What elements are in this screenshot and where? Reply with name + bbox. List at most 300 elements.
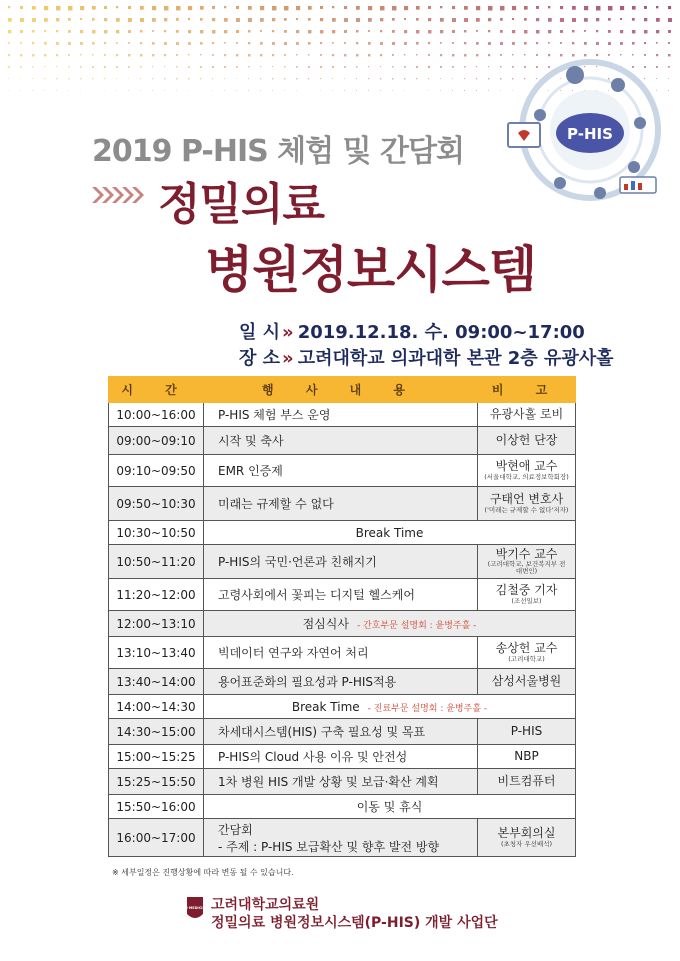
decor-dot: [488, 30, 490, 32]
decor-dot: [416, 18, 419, 21]
decor-dot: [440, 18, 444, 22]
decor-dot: [140, 66, 142, 68]
decor-dot: [104, 30, 107, 33]
decor-dot: [404, 6, 408, 10]
decor-dot: [140, 18, 144, 22]
decor-dot: [128, 66, 130, 68]
decor-dot: [284, 78, 285, 79]
decor-dot: [56, 90, 57, 91]
decor-dot: [140, 6, 144, 10]
decor-dot: [668, 6, 671, 9]
decor-dot: [464, 6, 468, 10]
decor-dot: [344, 54, 346, 56]
decor-dot: [296, 18, 298, 20]
decor-dot: [464, 66, 466, 68]
decor-dot: [188, 42, 191, 45]
row-program: [204, 695, 576, 719]
decor-dot: [200, 6, 204, 10]
decor-dot: [380, 42, 383, 45]
decor-dot: [536, 18, 539, 21]
row-time: 15:00~15:25: [109, 745, 204, 769]
decor-dot: [548, 30, 551, 33]
decor-dot: [176, 90, 177, 91]
decor-dot: [632, 42, 635, 45]
decor-dot: [140, 30, 142, 32]
note-main: 구태언 변호사: [489, 492, 564, 507]
row-note: [478, 819, 576, 857]
decor-dot: [56, 78, 57, 79]
decor-dot: [296, 30, 299, 33]
decor-dot: [116, 18, 120, 22]
decor-dot: [620, 6, 624, 10]
decor-dot: [560, 42, 562, 44]
decor-dot: [644, 18, 647, 21]
decor-dot: [488, 54, 490, 56]
decor-dot: [104, 66, 106, 68]
decor-dot: [296, 42, 299, 45]
table-row: [109, 669, 576, 695]
decor-dot: [440, 54, 442, 56]
decor-dot: [92, 66, 94, 68]
decor-dot: [368, 6, 372, 10]
decor-dot: [260, 42, 263, 45]
decor-dot: [128, 42, 130, 44]
decor-dot: [320, 6, 323, 9]
decor-dot: [164, 90, 165, 91]
row-time: 09:50~10:30: [109, 487, 204, 521]
decor-dot: [536, 6, 539, 9]
row-program: 미래는 규제할 수 없다: [204, 487, 478, 521]
decor-dot: [80, 78, 81, 79]
row-time: 15:50~16:00: [109, 795, 204, 819]
decor-dot: [380, 90, 381, 91]
decor-dot: [572, 42, 574, 44]
decor-dot: [140, 54, 142, 56]
decor-dot: [152, 78, 153, 79]
decor-dot: [44, 18, 48, 22]
decor-dot: [200, 30, 203, 33]
table-row: [109, 719, 576, 745]
decor-dot: [260, 18, 264, 22]
logo-text: KU MEDICINE: [182, 906, 208, 910]
decor-dot: [296, 6, 300, 10]
decor-dot: [668, 18, 672, 22]
decor-dot: [488, 90, 489, 91]
decor-dot: [224, 66, 226, 68]
decor-dot: [44, 90, 45, 91]
decor-dot: [356, 18, 360, 22]
decor-dot: [284, 30, 287, 33]
decor-dot: [620, 18, 622, 20]
decor-dot: [332, 18, 336, 22]
note-main: 이상헌 단장: [495, 433, 558, 448]
decor-dot: [152, 30, 154, 32]
decor-dot: [512, 6, 516, 10]
decor-dot: [260, 54, 262, 56]
table-row: [109, 795, 576, 819]
decor-dot: [368, 78, 369, 79]
decor-dot: [92, 42, 95, 45]
decor-dot: [488, 66, 489, 67]
decor-dot: [140, 90, 141, 91]
decor-dot: [200, 18, 203, 21]
decor-dot: [176, 42, 179, 45]
decor-dot: [236, 6, 239, 9]
decor-dot: [272, 78, 273, 79]
decor-dot: [68, 42, 71, 45]
row-program: [204, 611, 576, 637]
decor-dot: [548, 42, 550, 44]
row-time: 09:00~09:10: [109, 427, 204, 455]
decor-dot: [464, 54, 466, 56]
decor-dot: [212, 18, 215, 21]
decor-dot: [44, 78, 45, 79]
decor-dot: [392, 18, 395, 21]
decor-dot: [200, 66, 202, 68]
schedule-header-row: [109, 377, 576, 403]
decor-dot: [380, 18, 383, 21]
decor-dot: [248, 42, 250, 44]
decor-dot: [548, 18, 552, 22]
decor-dot: [32, 30, 34, 32]
decor-dot: [320, 90, 321, 91]
decor-dot: [116, 42, 118, 44]
decor-dot: [248, 6, 252, 10]
decor-dot: [56, 18, 59, 21]
decor-dot: [44, 42, 47, 45]
decor-dot: [560, 18, 564, 22]
note-main: 비트컴퓨터: [497, 774, 556, 789]
decor-dot: [500, 30, 503, 33]
decor-dot: [128, 30, 131, 33]
decor-dot: [332, 90, 333, 91]
decor-dot: [500, 18, 503, 21]
table-row: [109, 427, 576, 455]
decor-dot: [140, 42, 142, 44]
decor-dot: [272, 18, 275, 21]
row-program: EMR 인증제: [204, 455, 478, 487]
decor-dot: [560, 30, 563, 33]
row-program: 고령사회에서 꽃피는 디지털 헬스케어: [204, 579, 478, 611]
table-row: [109, 455, 576, 487]
table-row: [109, 487, 576, 521]
decor-dot: [320, 66, 322, 68]
decor-dot: [572, 30, 574, 32]
decor-dot: [656, 42, 658, 44]
decor-dot: [80, 42, 83, 45]
row-note: [478, 745, 576, 769]
decor-dot: [404, 30, 407, 33]
table-row: [109, 579, 576, 611]
decor-dot: [476, 78, 477, 79]
decor-dot: [332, 54, 334, 56]
header-program: 행 사 내 용: [204, 377, 478, 403]
decor-dot: [368, 42, 371, 45]
decor-dot: [152, 18, 156, 22]
decor-dot: [308, 66, 310, 68]
decor-dot: [164, 30, 166, 32]
decor-dot: [56, 66, 57, 67]
decor-dot: [212, 42, 214, 44]
decor-dot: [176, 54, 178, 56]
decor-dot: [176, 66, 177, 67]
decor-dot: [344, 66, 346, 68]
decor-dot: [224, 90, 225, 91]
table-row: [109, 819, 576, 857]
decor-dot: [536, 42, 538, 44]
decor-dot: [296, 90, 297, 91]
decor-dot: [584, 30, 586, 32]
note-main: 본부회의실: [497, 826, 556, 841]
decor-dot: [92, 30, 95, 33]
decor-dot: [248, 30, 250, 32]
decor-dot: [512, 18, 514, 20]
p-his-network-graphic: [500, 55, 670, 205]
decor-dot: [368, 66, 369, 67]
decor-dot: [68, 30, 71, 33]
decor-dot: [284, 66, 285, 67]
row-program: P-HIS의 Cloud 사용 이유 및 안전성: [204, 745, 478, 769]
decor-dot: [356, 42, 358, 44]
decor-dot: [320, 30, 323, 33]
decor-dot: [620, 42, 623, 45]
decor-dot: [260, 78, 261, 79]
decor-dot: [620, 30, 623, 33]
decor-dot: [476, 54, 478, 56]
decor-dot: [344, 30, 347, 33]
decor-dot: [248, 18, 252, 22]
decor-dot: [392, 90, 393, 91]
decor-dot: [368, 54, 370, 56]
row-note: [478, 455, 576, 487]
decor-dot: [344, 78, 345, 79]
row-time: 16:00~17:00: [109, 819, 204, 857]
decor-dot: [104, 6, 107, 9]
decor-dot: [104, 90, 105, 91]
decor-dot: [524, 18, 527, 21]
decor-dot: [164, 18, 167, 21]
row-program: 빅데이터 연구와 자연어 처리: [204, 637, 478, 669]
row-time: 15:25~15:50: [109, 769, 204, 795]
decor-dot: [404, 78, 405, 79]
event-date: [239, 318, 585, 344]
decor-dot: [356, 66, 358, 68]
decor-dot: [572, 6, 576, 10]
decor-dot: [476, 30, 478, 32]
row-note: [478, 769, 576, 795]
note-sub: ('미래는 규제할 수 없다'저자): [484, 505, 569, 514]
event-subtitle: 2019 P-HIS 체험 및 간담회: [92, 134, 464, 169]
decor-dot: [332, 66, 334, 68]
decor-dot: [440, 78, 441, 79]
row-note: [478, 719, 576, 745]
footnote: ※ 세부일정은 진행상황에 따라 변동 될 수 있습니다.: [112, 868, 294, 877]
decor-dot: [488, 6, 492, 10]
decor-dot: [200, 42, 203, 45]
decor-dot: [356, 54, 358, 56]
row-program: Break Time: [204, 521, 576, 545]
note-main: 김철중 기자: [495, 583, 558, 598]
decor-dot: [452, 54, 454, 56]
decor-dot: [236, 30, 239, 33]
decor-dot: [596, 42, 599, 45]
decor-dot: [356, 30, 358, 32]
decor-dot: [44, 66, 45, 67]
decor-dot: [488, 18, 491, 21]
decor-dot: [464, 42, 466, 44]
decor-dot: [284, 18, 287, 21]
place-label: 장 소: [239, 348, 281, 369]
decor-dot: [524, 6, 528, 10]
table-row: [109, 545, 576, 579]
row-note: [478, 637, 576, 669]
decor-dot: [428, 54, 430, 56]
decor-dot: [176, 18, 179, 21]
note-main: 박현애 교수: [495, 459, 558, 474]
decor-dot: [80, 66, 82, 68]
decor-dot: [380, 54, 382, 56]
decor-dot: [80, 30, 83, 33]
decor-dot: [440, 90, 441, 91]
program-extra: - 진료부문 설명회 : 윤병주홀 -: [367, 703, 488, 714]
decor-dot: [212, 54, 214, 56]
decor-dot: [416, 6, 420, 10]
note-main: 삼성서울병원: [491, 674, 562, 689]
decor-dot: [248, 66, 250, 68]
decor-dot: [20, 90, 21, 91]
decor-dot: [476, 42, 479, 45]
decor-dot: [128, 78, 129, 79]
decor-dot: [440, 6, 442, 8]
decor-dot: [116, 66, 118, 68]
note-sub: (초청자 우선배석): [500, 839, 553, 848]
decor-dot: [236, 18, 240, 22]
decor-dot: [476, 18, 480, 22]
decor-dot: [632, 30, 635, 33]
decor-dot: [452, 78, 453, 79]
decor-dot: [56, 30, 58, 32]
decor-dot: [128, 54, 130, 56]
note-sub: (조선일보): [511, 596, 542, 605]
decor-dot: [8, 66, 10, 68]
decor-dot: [140, 78, 141, 79]
decor-dot: [548, 6, 550, 8]
row-program: P-HIS 체험 부스 운영: [204, 403, 478, 427]
decor-dot: [44, 54, 46, 56]
decor-dot: [32, 90, 33, 91]
decor-dot: [428, 42, 430, 44]
decor-dot: [164, 42, 167, 45]
decor-dot: [452, 18, 456, 22]
decor-dot: [284, 90, 285, 91]
decor-dot: [416, 66, 418, 68]
decor-dot: [344, 90, 345, 91]
decor-dot: [32, 78, 33, 79]
note-main: 박기수 교수: [495, 546, 558, 561]
university-shield-logo: [182, 896, 208, 922]
date-label: 일 시: [239, 322, 281, 343]
program-line2: - 주제 : P-HIS 보급확산 및 향후 발전 방향: [218, 839, 440, 854]
decor-dot: [584, 6, 588, 10]
row-note: [478, 427, 576, 455]
decor-dot: [440, 42, 442, 44]
decor-dot: [152, 90, 153, 91]
row-note: [478, 579, 576, 611]
decor-dot: [68, 66, 69, 67]
decor-dot: [488, 42, 491, 45]
table-row: [109, 403, 576, 427]
decor-dot: [272, 42, 275, 45]
decor-dot: [464, 90, 465, 91]
row-time: 13:40~14:00: [109, 669, 204, 695]
schedule-table: [108, 376, 576, 857]
decor-dot: [464, 18, 468, 22]
decor-dot: [224, 78, 225, 79]
decor-dot: [236, 78, 237, 79]
decor-dot: [512, 42, 515, 45]
decor-dot: [272, 66, 273, 67]
decor-dot: [560, 6, 563, 9]
row-time: 10:00~16:00: [109, 403, 204, 427]
decor-dot: [404, 18, 406, 20]
decor-dot: [92, 18, 95, 21]
row-note: [478, 487, 576, 521]
decor-dot: [8, 30, 11, 33]
decor-dot: [32, 42, 34, 44]
arrow-chevrons-icon: [92, 181, 148, 209]
decor-dot: [320, 18, 323, 21]
decor-dot: [56, 42, 59, 45]
decor-dot: [608, 6, 612, 10]
decor-dot: [584, 18, 588, 22]
decor-dot: [392, 42, 395, 45]
decor-dot: [44, 30, 46, 32]
decor-dot: [440, 66, 442, 68]
decor-dot: [344, 18, 348, 22]
decor-dot: [20, 66, 22, 68]
decor-dot: [440, 30, 443, 33]
row-program: 차세대시스템(HIS) 구축 필요성 및 목표: [204, 719, 478, 745]
decor-dot: [188, 30, 191, 33]
decor-dot: [296, 54, 297, 55]
decor-dot: [488, 78, 489, 79]
decor-dot: [116, 90, 117, 91]
decor-dot: [428, 90, 429, 91]
decor-dot: [380, 78, 381, 79]
decor-dot: [668, 42, 670, 44]
decor-dot: [572, 18, 576, 22]
place-value: 고려대학교 의과대학 본관 2층 유광사홀: [297, 348, 614, 369]
decor-dot: [272, 30, 274, 32]
decor-dot: [632, 6, 636, 10]
decor-dot: [428, 78, 429, 79]
decor-dot: [332, 30, 335, 33]
decor-dot: [152, 6, 156, 10]
decor-dot: [308, 54, 309, 55]
decor-dot: [632, 18, 635, 21]
decor-dot: [104, 78, 105, 79]
decor-dot: [536, 30, 539, 33]
decor-dot: [368, 30, 370, 32]
decor-dot: [164, 54, 166, 56]
program-main: 간담회: [218, 822, 253, 837]
decor-dot: [380, 6, 384, 10]
row-time: 10:30~10:50: [109, 521, 204, 545]
decor-dot: [104, 18, 107, 21]
decor-dot: [248, 78, 249, 79]
program-extra: - 간호부문 설명회 : 윤병주홀 -: [356, 621, 477, 631]
decor-dot: [152, 66, 153, 67]
